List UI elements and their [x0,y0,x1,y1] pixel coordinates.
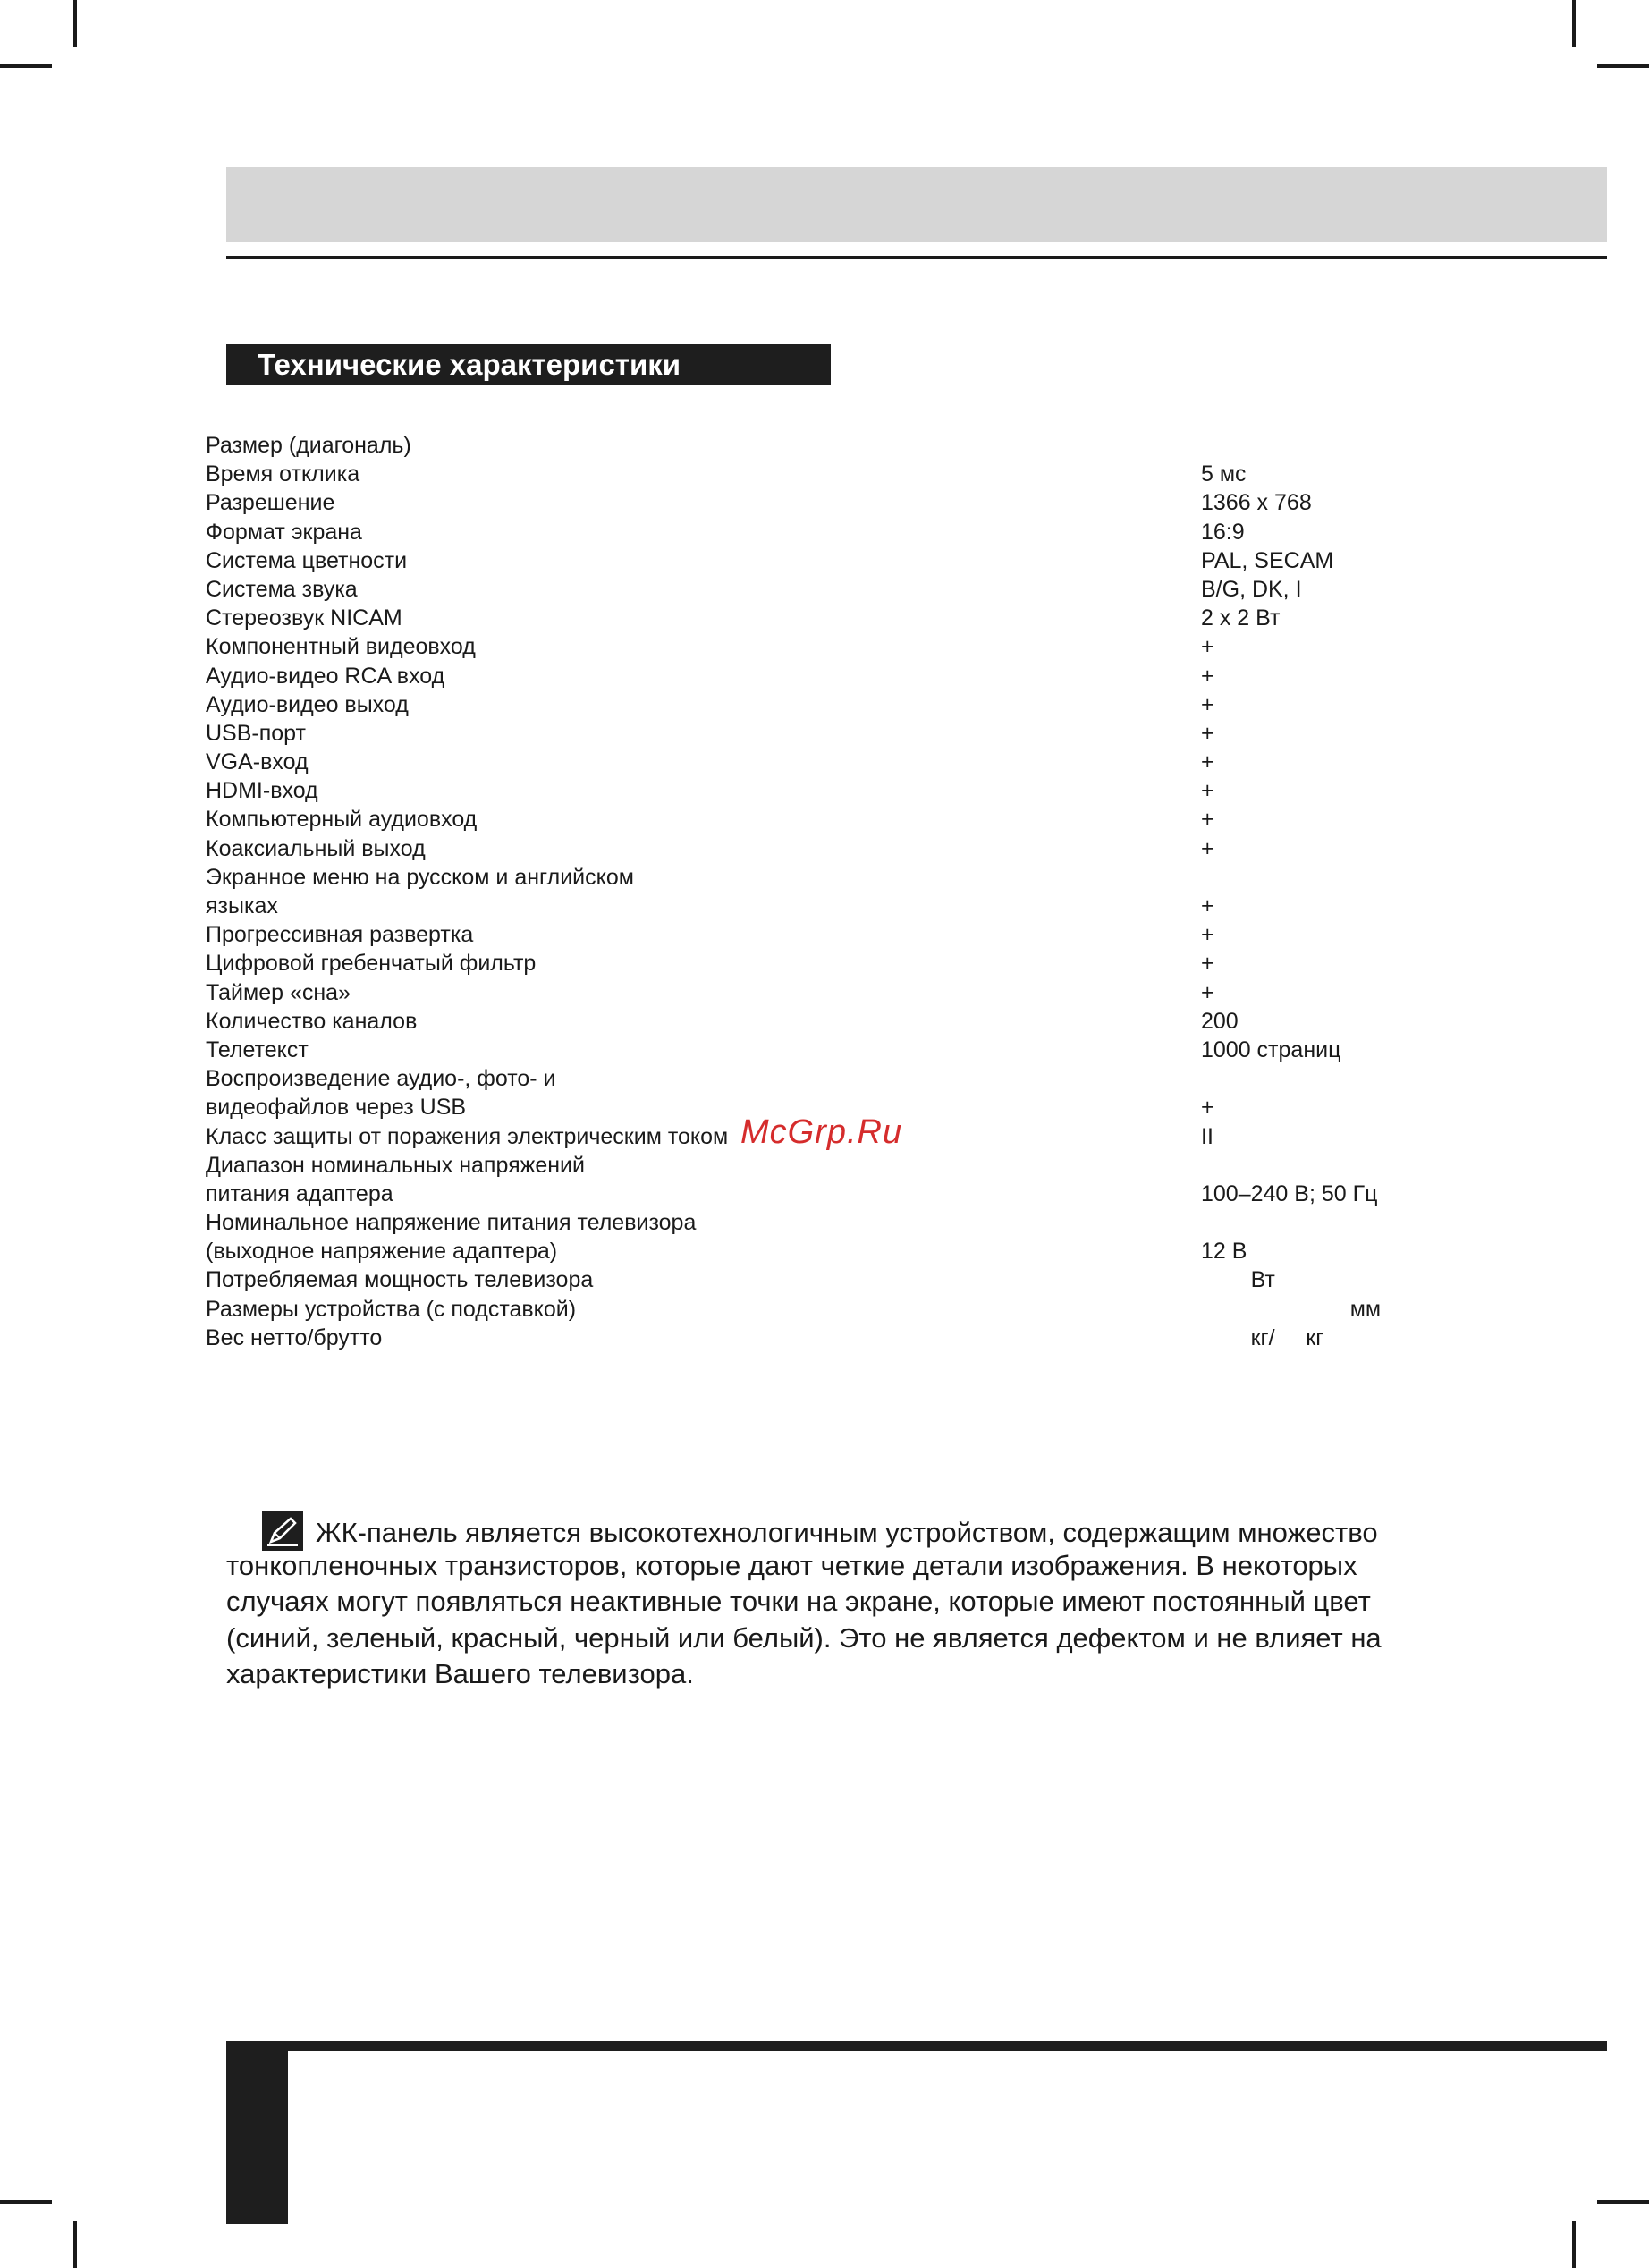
spec-value: + [1201,720,1214,746]
pencil-note-icon [262,1511,303,1551]
spec-value: + [1201,979,1214,1005]
spec-value: + [1201,922,1214,948]
spec-list [206,431,1458,1352]
header-band [226,167,1607,242]
spec-value: 1000 страниц [1201,1037,1341,1062]
spec-label: Аудио-видео выход [206,691,409,717]
section-title: Технические характеристики [226,344,831,385]
spec-row [206,662,1458,690]
spec-row [206,1151,1458,1180]
spec-value: + [1201,778,1214,804]
spec-row [206,748,1458,776]
spec-value: + [1201,807,1214,833]
spec-value: + [1201,951,1214,977]
spec-row [206,1265,1458,1294]
spec-value: II [1201,1123,1213,1149]
spec-value: + [1201,749,1214,775]
spec-row [206,1237,1458,1265]
note-line: случаях могут появляться неактивные точки на экране, которые имеют постоянный цвет [226,1586,1371,1617]
spec-row [206,834,1458,863]
header-rule [226,256,1607,259]
crop-mark-top-right-h [1597,64,1649,68]
spec-value: 12 В [1201,1239,1247,1265]
spec-label: Формат экрана [206,519,362,545]
spec-value: 16:9 [1201,519,1245,545]
spec-label: Прогрессивная развертка [206,922,474,948]
spec-value: + [1201,691,1214,717]
crop-mark-top-left-h [0,64,52,68]
spec-row [206,949,1458,977]
spec-value: 200 [1201,1008,1239,1034]
spec-row [206,776,1458,805]
spec-label: Компонентный видеовход [206,634,476,660]
note [226,1511,1496,1693]
spec-row [206,1324,1458,1352]
spec-value: + [1201,1095,1214,1121]
spec-value: 2 x 2 Вт [1201,605,1281,631]
spec-row [206,575,1458,604]
spec-label: Номинальное напряжение питания телевизора [206,1210,697,1236]
spec-label: Вес нетто/брутто [206,1324,383,1350]
spec-label: Стереозвук NICAM [206,605,402,631]
spec-row [206,546,1458,575]
spec-label: VGA-вход [206,749,309,775]
spec-label: (выходное напряжение адаптера) [206,1239,558,1265]
spec-row [206,632,1458,661]
crop-mark-bottom-left-v [73,2221,77,2268]
spec-label: видеофайлов через USB [206,1095,467,1121]
spec-row [206,1295,1458,1324]
note-line: характеристики Вашего телевизора. [226,1658,694,1689]
spec-value: + [1201,893,1214,918]
spec-row [206,604,1458,632]
spec-value: B/G, DK, I [1201,576,1302,602]
spec-value: 5 мс [1201,461,1247,487]
crop-mark-bottom-right-h [1597,2200,1649,2204]
watermark: McGrp.Ru [740,1113,903,1151]
spec-label: Потребляемая мощность телевизора [206,1267,594,1293]
spec-row [206,1007,1458,1036]
spec-value: 100–240 В; 50 Гц [1201,1181,1378,1206]
spec-value: Вт [1201,1267,1275,1293]
spec-label: Телетекст [206,1037,309,1062]
spec-label: Разрешение [206,490,335,516]
spec-row [206,805,1458,834]
note-line [226,1511,1496,1548]
spec-label: Количество каналов [206,1008,418,1034]
spec-label: USB-порт [206,720,306,746]
spec-label: Диапазон номинальных напряжений [206,1152,585,1178]
spec-row [206,460,1458,488]
spec-label: HDMI-вход [206,778,318,804]
spec-label: Воспроизведение аудио-, фото- и [206,1066,556,1092]
spec-label: питания адаптера [206,1181,393,1206]
spec-label: Время отклика [206,461,360,487]
spec-label: Размеры устройства (с подставкой) [206,1296,577,1322]
spec-row [206,892,1458,920]
footer-block [226,2041,288,2224]
spec-label: Класс защиты от поражения электрическим током [206,1123,729,1149]
spec-row [206,719,1458,748]
spec-label: Компьютерный аудиовход [206,807,478,833]
spec-label: языках [206,893,278,918]
spec-label: Коаксиальный выход [206,835,426,861]
spec-label: Цифровой гребенчатый фильтр [206,951,537,977]
spec-value: 1366 x 768 [1201,490,1312,516]
crop-mark-top-left-v [73,0,77,47]
spec-label: Размер (диагональ) [206,433,411,458]
spec-row [206,978,1458,1007]
note-line: (синий, зеленый, красный, черный или белый). Это не является дефектом и не влияет на [226,1621,1382,1654]
spec-value: + [1201,835,1214,861]
spec-row [206,1064,1458,1093]
crop-mark-bottom-right-v [1572,2221,1576,2268]
spec-value: + [1201,634,1214,660]
spec-row [206,1036,1458,1064]
spec-row [206,690,1458,719]
spec-row [206,431,1458,460]
spec-row [206,518,1458,546]
spec-row [206,488,1458,517]
spec-row [206,1208,1458,1237]
spec-label: Система звука [206,576,358,602]
spec-value: кг/ кг [1201,1324,1324,1350]
note-line-text: ЖК-панель является высокотехнологичным устройством, содержащим множество [316,1517,1378,1548]
spec-label: Аудио-видео RCA вход [206,663,445,689]
spec-value: + [1201,663,1214,689]
spec-row [206,920,1458,949]
spec-label: Система цветности [206,547,408,573]
spec-label: Таймер «сна» [206,979,351,1005]
spec-value: мм [1201,1296,1382,1322]
spec-label: Экранное меню на русском и английском [206,864,634,890]
crop-mark-bottom-left-h [0,2200,52,2204]
crop-mark-top-right-v [1572,0,1576,47]
note-line: тонкопленочных транзисторов, которые дают четкие детали изображения. В некоторых [226,1549,1357,1581]
spec-row [206,1180,1458,1208]
footer-rule [226,2041,1607,2051]
spec-row [206,863,1458,892]
spec-value: PAL, SECAM [1201,547,1334,573]
